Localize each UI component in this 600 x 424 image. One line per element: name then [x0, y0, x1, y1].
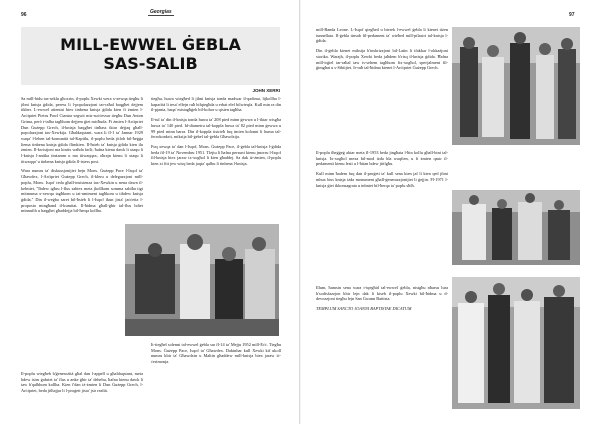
left-column-2	[151, 96, 281, 214]
right-page	[301, 0, 600, 424]
right-column-3	[316, 285, 448, 377]
paragraph: Il-poplu wiegħeb b'ġenerożità għal dan l-appell u għaldaqstant, meta bdew isiru ġabriet ta' flus u anke ġbir ta' dehebu, ħafna kienu dawk li taw b'qalbhom kollha. Kien f'dan iż-żmien li Dun Ġużepp Grech, l-Arċipriet, beda jitħajjar li l-proġett jista' jsir realtà.	[21, 371, 143, 394]
title-box	[21, 27, 280, 85]
crowd-photo-image	[452, 190, 580, 265]
left-page	[0, 0, 299, 424]
procession-photo-image	[452, 27, 580, 145]
page-number-right: 97	[569, 12, 575, 18]
paragraph: tiegħu, huwa wiegħed li jibni knisja tonda madwar il-qadima, lijkollha l-kapaċità li tesa' elfejn ruħ bilqiegħda u erbat elef bilwieqfa. Kull min ra din il-pjanta, baqa' mistagħġeb bil-kobor u qisien tagħha.	[151, 96, 281, 113]
paragraph: Wara numru ta' diskussjonijiet bejn Mons. Ġużepp Pace l-Isqof ta' Għawdex, l-Arċipriet Ġużepp Grech, il-kleru u delegazzjoni mill-poplu, Mons. Isqof ċeda għall-insistenza tax-Xewkin u nena dawn il-kelmiet, "Ibdew igħru l-flus sabiex meta jkollkom somma sabiħa tigi mitmuma x-xewqa tagħkom u tat-umiment tagħkom u tibdew knisja ġdida." Din il-weġba saret bil-ħsieb li l-Isqof ikun jista' jaċċetta l-proposta mingħand il-kumitat. Il-ħidma għall-ġbir tal-flus bdiet minnufih u baqgħet għaddejja bil-ħerqa kollha.	[21, 168, 143, 214]
paragraph: mill-Banda Leone. L-Isqof qiegħed u bierek l-ewwel ġebla li kienet tiżen tunnellata. Il-ġebla tinsab fil-pedament ta' wieħed mill-pilastri tal-knisja l-ġdida.	[316, 27, 448, 44]
left-column-1-bottom	[21, 371, 143, 415]
paragraph: Din il-ġebla kienet miksija b'inskrizzjoni bil-Latin li tfakkar l-okkażjoni storika. Warajh, il-poplu Xewki beda jaħdem b'risq il-knisja ġdida. Ħafna mill-irġiel tar-raħal taw is-sehem tagħhom fix-xogħol, speċjalment fil-ġimgħat u s-Sibtijiet. Ir-ruħ tal-ħidma kienet l-Arċipriet Ġużepp Grech.	[316, 48, 448, 71]
paragraph: Il-tul ta' din il-knisja tonda huwa ta' 208 pied minn ġewwa u l-iktar wisgħa huwa ta' 140 pied. Id-diametru tal-koppla huwa ta' 82 pied minn ġewwa u 99 pied minn barra. Din il-koppla tistrieħ fuq tmien kolonni li huma tal-ferrokonkrit, miksija bil-ġebel tal-ġebla Għawdxija.	[151, 117, 281, 140]
article-title	[21, 35, 280, 73]
paragraph: It-tiegħel solenni tal-ewwel ġebla sar fl-14 ta' Mejju 1952 mill-Eċċ. Tiegħu Mons. Ġużepp Pace, Isqof ta' Għawdex. Dakinhar kull Xewki kif ukoll numru kbir ta' Għawdxin u Maltin għaddew mill-knisja biex jaraw iċ-ċerimonja.	[151, 342, 281, 365]
ceremony-photo	[125, 224, 279, 336]
ceremony-photo-image	[125, 224, 279, 336]
clergy-photo	[452, 277, 580, 409]
paragraph: Fuq xewqa ta' dan l-Isqof, Mons. Ġużepp Pace, il-ġebla tal-knisja l-ġdida beda fil-19 ta' Novembru 1951. Tlejtu li ħafna persuni kienu jmorru l-Isqof fil-knisja biex jaraw ix-xogħol li kien għaddej. Sa dak iż-żmien, il-poplu kien xi ftit jew wisq beda jaqta' qalbu li tinbena l-knisja.	[151, 143, 281, 167]
paragraph: Illum, ħamsin sena wara t-tqegħid tal-ewwel ġebla, nistgħu nħarsu lura b'sodisfazzjon kbir lejn dak li kiseb il-poplu Xewki bil-ħidma u d-devozzjoni tiegħu lejn San Ġwann Battista.	[316, 285, 448, 302]
procession-photo	[452, 27, 580, 145]
title-line-1: MILL-EWWEL ĠEBLA	[60, 35, 241, 54]
clergy-photo-image	[452, 277, 580, 409]
right-column-1	[316, 27, 448, 139]
paragraph: Sa mill-bidu tas-seklu għoxrin, il-poplu Xewki wera x-xewqa tiegħu li jibni knisja ġdida, peress li l-popolazzjoni tar-raħal baqgħet dejjem tikber. L-ewwel attentat biex tinbena knisja ġdida kien fi żmien l-Arċipriet Pietru Pawl Ciantar segwit mis-suċċessur tiegħu Dun Anton Grima, però t-talba tagħhom dejjem ġiet miċħuda. Fi żmien l-Arċipriet Dun Ġużepp Grech, il-knisja baqgħet tinħass iktar dejjaq għall-popolazzjoni tax-Xewkija. Għaldaqstant, wara li fl-1 ta' Jannar 1929 waqa' l-lehen tal-komunità tal-Kapitlu, il-poplu beda jitlob bil-ħeġġa liema tinbena knisja ġdida flimkien. Il-ħsieb ta' knisja ġdida kien ilu żmien. Il-kwistjoni ma kinitx waħda faċli; ħafna kienu dawk li xtaqu li l-knisja l-antika tinżamm u ma titwaqqax, oħrajn kienu li xtaqu li titwaqqa' u tinbena knisja ġdida fl-istess post.	[21, 96, 143, 164]
page-number-left: 96	[21, 12, 27, 18]
magazine-logo: Georgias	[150, 9, 172, 15]
right-column-2	[316, 150, 448, 272]
author-byline: JOHN XERRI	[252, 88, 280, 93]
title-line-2: SAS-SALIB	[103, 54, 198, 73]
crowd-photo	[452, 190, 580, 265]
inscription: TEMPLUM SANCTO JOANNI BAPTISTAE DICATUM	[316, 306, 412, 312]
left-column-2-bottom	[151, 342, 281, 415]
paragraph: Il-poplu tħeġġeġ aktar meta fl-1953 beda jingħata l-ħin kollu għall-bini tal-knisja. Ix-xogħol mexa bil-mod iżda bla waqfien, u fi żmien qasir il-pedamenti kienu lesti u l-ħitan bdew jitilgħu.	[316, 150, 448, 167]
paragraph: Kull minn ħadem fuq dan il-proġett ta' kull sena kien jaf li kien qed jibni mhux biss knisja iżda monument għall-ġenerazzjonijiet li ġejjin. Fl-1971 l-knisja ġiet ikkonsagrata u inbniet bil-ħerqa ta' poplu sħiħ.	[316, 171, 448, 188]
